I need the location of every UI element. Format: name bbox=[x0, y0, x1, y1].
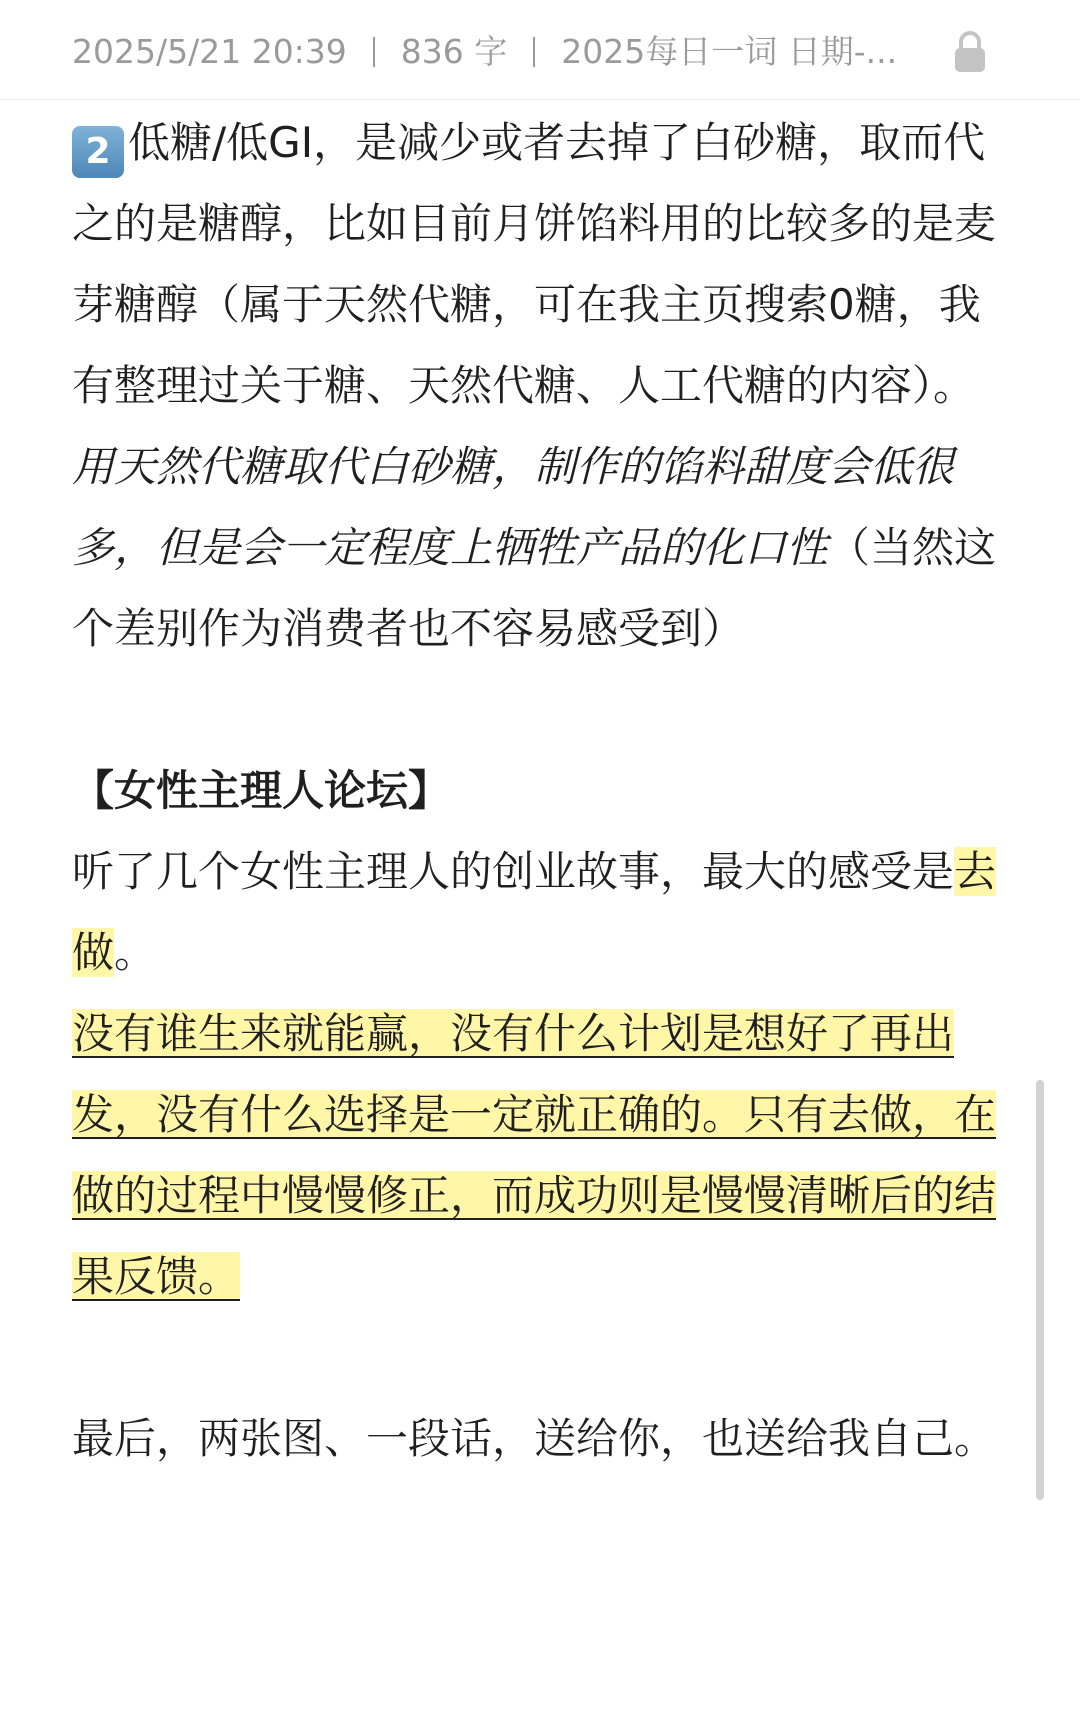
note-date: 2025/5/21 20:39 bbox=[72, 32, 347, 71]
quote-text: 没有谁生来就能赢，没有什么计划是想好了再出发，没有什么选择是一定就正确的。只有去做，在做的过程中慢慢修正，而成功则是慢慢清晰后的结果反馈。 bbox=[72, 1009, 997, 1301]
paragraph-text: 听了几个女性主理人的创业故事，最大的感受是 bbox=[72, 847, 955, 896]
highlighted-quote bbox=[72, 993, 1012, 1317]
paragraph-sweetener-note bbox=[72, 426, 1012, 669]
blank-line bbox=[72, 1317, 1012, 1398]
italic-text: 用天然代糖取代白砂糖，制作的馅料甜度会低很多，但是会一定程度上牺牲产品的化口性 bbox=[72, 442, 955, 572]
paragraph-text: （当然这个差别作为消费者也不容易感受到） bbox=[72, 523, 997, 653]
number-2-badge: 2 bbox=[72, 126, 124, 178]
word-count: 836 字 bbox=[400, 32, 508, 71]
paragraph-low-sugar bbox=[72, 102, 1012, 426]
blank-line bbox=[72, 669, 1012, 750]
scrollbar[interactable] bbox=[1036, 1080, 1044, 1500]
note-category[interactable]: 2025每日一词 日期-... bbox=[561, 32, 898, 71]
paragraph-text: 低糖/低GI，是减少或者去掉了白砂糖，取而代之的是糖醇，比如目前月饼馅料用的比较多的是麦芽糖醇（属于天然代糖，可在我主页搜索0糖，我有整理过关于糖、天然代糖、人工代糖的内容）。 bbox=[72, 118, 997, 410]
section-title: 【女性主理人论坛】 bbox=[72, 766, 451, 815]
paragraph-closing: 最后，两张图、一段话，送给你，也送给我自己。 bbox=[72, 1414, 997, 1463]
paragraph-forum bbox=[72, 831, 1012, 993]
paragraph-text: 。 bbox=[114, 928, 157, 977]
meta-divider bbox=[533, 37, 535, 67]
note-body bbox=[72, 102, 1012, 1479]
meta-divider bbox=[373, 37, 375, 67]
note-meta bbox=[72, 30, 897, 74]
highlighted-text: 去做 bbox=[72, 847, 997, 977]
note-header bbox=[0, 0, 1080, 100]
lock-icon[interactable] bbox=[952, 30, 988, 74]
